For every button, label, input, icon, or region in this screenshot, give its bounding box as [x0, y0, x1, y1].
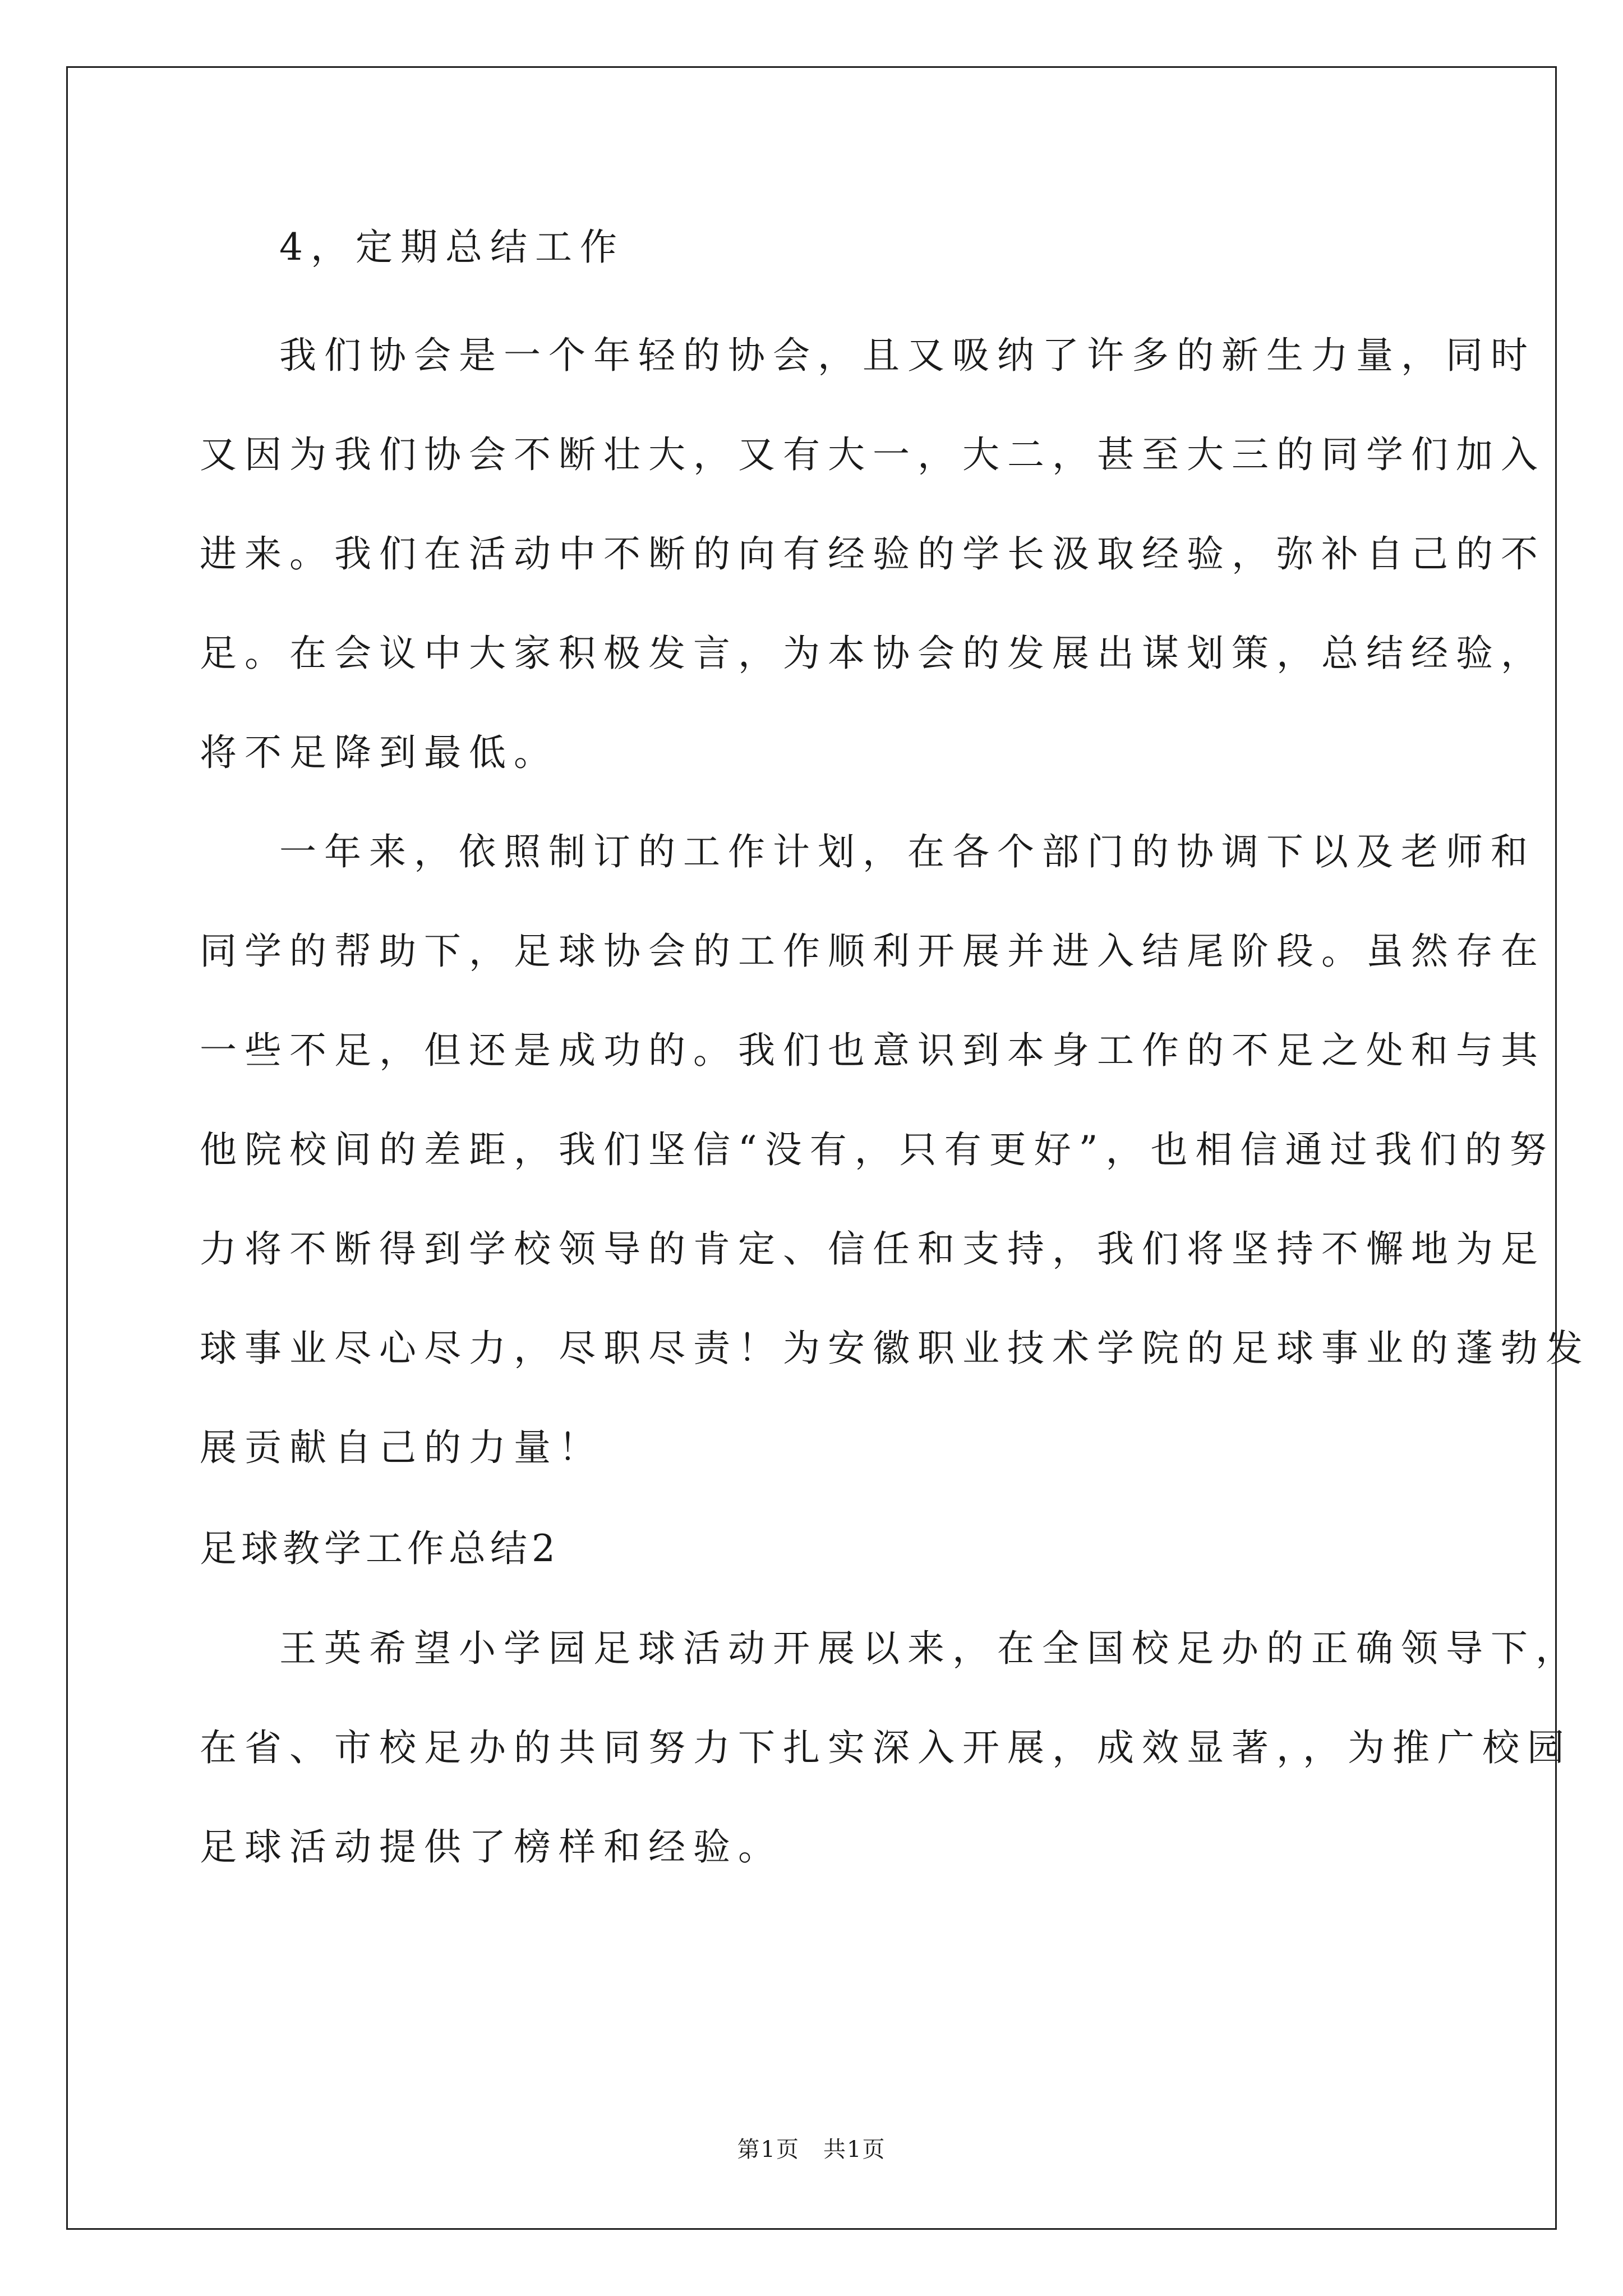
paragraph-line: 进来。我们在活动中不断的向有经验的学长汲取经验，弥补自己的不: [200, 532, 1546, 576]
paragraph-line: 将不足降到最低。: [200, 731, 559, 774]
paragraph-line: 在省、市校足办的共同努力下扎实深入开展，成效显著，，为推广校园: [200, 1726, 1572, 1769]
paragraph-line: 又因为我们协会不断壮大，又有大一，大二，甚至大三的同学们加入: [200, 433, 1546, 476]
paragraph-line: 同学的帮助下，足球协会的工作顺利开展并进入结尾阶段。虽然存在: [200, 930, 1546, 973]
paragraph-line: 球事业尽心尽力，尽职尽责！为安徽职业技术学院的足球事业的蓬勃发: [200, 1327, 1590, 1370]
paragraph-line: 他院校间的差距，我们坚信“没有，只有更好”，也相信通过我们的努: [200, 1128, 1555, 1171]
section-heading-4: 4，定期总结工作: [279, 226, 625, 269]
section-title: 足球教学工作总结2: [200, 1527, 560, 1570]
paragraph-line: 一些不足，但还是成功的。我们也意识到本身工作的不足之处和与其: [200, 1029, 1546, 1072]
paragraph-line: 一年来，依照制订的工作计划，在各个部门的协调下以及老师和: [279, 830, 1536, 873]
page-footer: 第1页 共1页: [737, 2137, 886, 2162]
paragraph-line: 王英希望小学园足球活动开展以来，在全国校足办的正确领导下，: [279, 1627, 1580, 1670]
paragraph-line: 足。在会议中大家积极发言，为本协会的发展出谋划策，总结经验，: [200, 632, 1546, 675]
paragraph-line: 我们协会是一个年轻的协会，且又吸纳了许多的新生力量，同时: [279, 334, 1536, 377]
paragraph-line: 力将不断得到学校领导的肯定、信任和支持，我们将坚持不懈地为足: [200, 1227, 1546, 1271]
paragraph-line: 足球活动提供了榜样和经验。: [200, 1825, 783, 1869]
paragraph-line: 展贡献自己的力量！: [200, 1426, 603, 1469]
